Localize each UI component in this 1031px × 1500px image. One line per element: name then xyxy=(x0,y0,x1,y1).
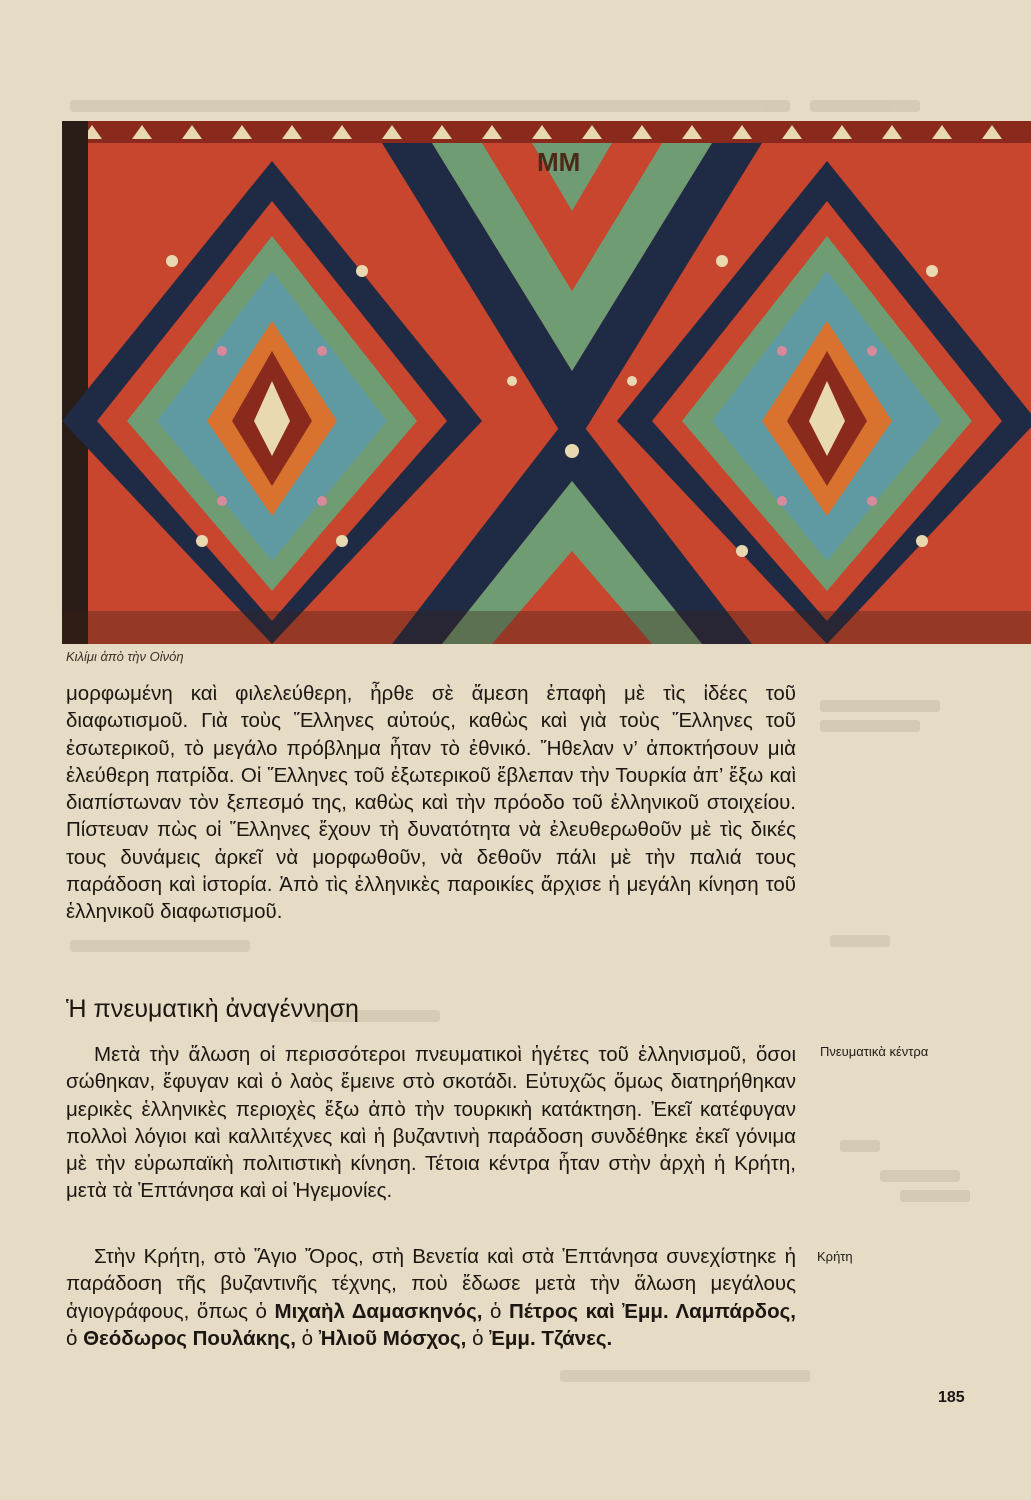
painter-tzanes: Ἐμμ. Τζάνες. xyxy=(489,1326,613,1350)
paragraph-2-text: Μετὰ τὴν ἅλωση οἱ περισσότεροι πνευματικοὶ ἡγέτες τοῦ ἑλληνισμοῦ, ὅσοι σώθηκαν, ἔφυγαν καὶ ὁ λαὸς ἔμεινε στὸ σκοτάδι. Εὐτυχῶς ὅμως διατηρήθηκαν μερικὲς ἑλληνικὲς περιοχὲς ἔξω ἀπὸ τὴν τουρκικὴ κατάκτηση. Ἐκεῖ κατέφυγαν πολλοὶ λόγιοι καὶ καλλιτέχνες καὶ ἡ βυζαντινὴ παράδοση συνδέθηκε ἐκεῖ γόνιμα μὲ τὴν εὐρωπαϊκὴ πολιτιστικὴ κίνηση. Τέτοια κέντρα ἦταν στὴν ἀρχὴ ἡ Κρήτη, μετὰ τὰ Ἑπτάνησα καὶ οἱ Ἡγεμονίες. xyxy=(66,1043,796,1203)
rug-bottom-shade xyxy=(62,611,1031,644)
figure-caption: Κιλίμι ἀπὸ τὴν Οἰνόη xyxy=(66,649,184,664)
article-3: ὁ xyxy=(301,1326,314,1350)
article-4: ὁ xyxy=(472,1326,484,1350)
paragraph-3-text xyxy=(66,1243,796,1352)
paragraph-2 xyxy=(66,1041,796,1205)
kilim-photo xyxy=(62,121,1031,644)
paragraph-3-lead: Στὴν Κρήτη, στὸ Ἅγιο Ὄρος, στὴ Βενετία καὶ στὰ Ἑπτάνησα συνεχίστηκε ἡ παράδοση τῆς βυζαντινῆς τέχνης, ποὺ ἔδωσε μετὰ τὴν ἅλωση μεγάλους ἁγιογράφους, ὅπως ὁ xyxy=(66,1245,796,1323)
paragraph-1-text: μορφωμένη καὶ φιλελεύθερη, ἦρθε σὲ ἄμεση ἐπαφὴ μὲ τὶς ἰδέες τοῦ διαφωτισμοῦ. Γιὰ τοὺς Ἕλληνες αὐτούς, καθὼς καὶ γιὰ τοὺς Ἕλληνες τοῦ ἐσωτερικοῦ, τὸ μεγάλο πρόβλημα ἦταν τὸ ἐθνικό. Ἤθελαν ν’ ἀποκτήσουν μιὰ ἐλεύθερη πατρίδα. Οἱ Ἕλληνες τοῦ ἐξωτερικοῦ ἔβλεπαν τὴν Τουρκία ἀπ’ ἔξω καὶ διαπίστωναν τὸν ξεπεσμό της, καθὼς καὶ τὴν πρόοδο τοῦ ἑλληνικοῦ στοιχείου. Πίστευαν πὼς οἱ Ἕλληνες ἔχουν τὴ δυνατότητα νὰ ἐλευθερωθοῦν μὲ τὶς δικές τους δυνάμεις ἀρκεῖ νὰ μορφωθοῦν, νὰ δεθοῦν πάλι μὲ τὴν παλιά τους παράδοση καὶ ἱστορία. Ἀπὸ τὶς ἑλληνικὲς παροικίες ἄρχισε ἡ μεγάλη κίνηση τοῦ ἑλληνικοῦ διαφωτισμοῦ. xyxy=(66,682,796,924)
rug-monogram: ΜΜ xyxy=(537,147,581,177)
page-number: 185 xyxy=(938,1389,965,1406)
painter-damaskinos: Μιχαὴλ Δαμασκηνός, xyxy=(274,1299,483,1323)
painter-poulakis: Θεόδωρος Πουλάκης, xyxy=(83,1326,296,1350)
paragraph-3 xyxy=(66,1243,796,1352)
article-2: ὁ xyxy=(66,1326,78,1350)
section-heading: Ἡ πνευματικὴ ἀναγέννηση xyxy=(66,995,359,1023)
article-1: ὁ xyxy=(490,1299,502,1323)
rug-left-edge xyxy=(62,121,88,644)
painter-moschos: Ἠλιοῦ Μόσχος, xyxy=(318,1326,467,1350)
margin-note-spiritual-centers: Πνευματικὰ κέντρα xyxy=(820,1044,929,1059)
margin-note-crete: Κρήτη xyxy=(817,1249,853,1264)
paragraph-1 xyxy=(66,680,796,926)
painter-lampardos: Πέτρος καὶ Ἐμμ. Λαμπάρδος, xyxy=(508,1299,796,1323)
